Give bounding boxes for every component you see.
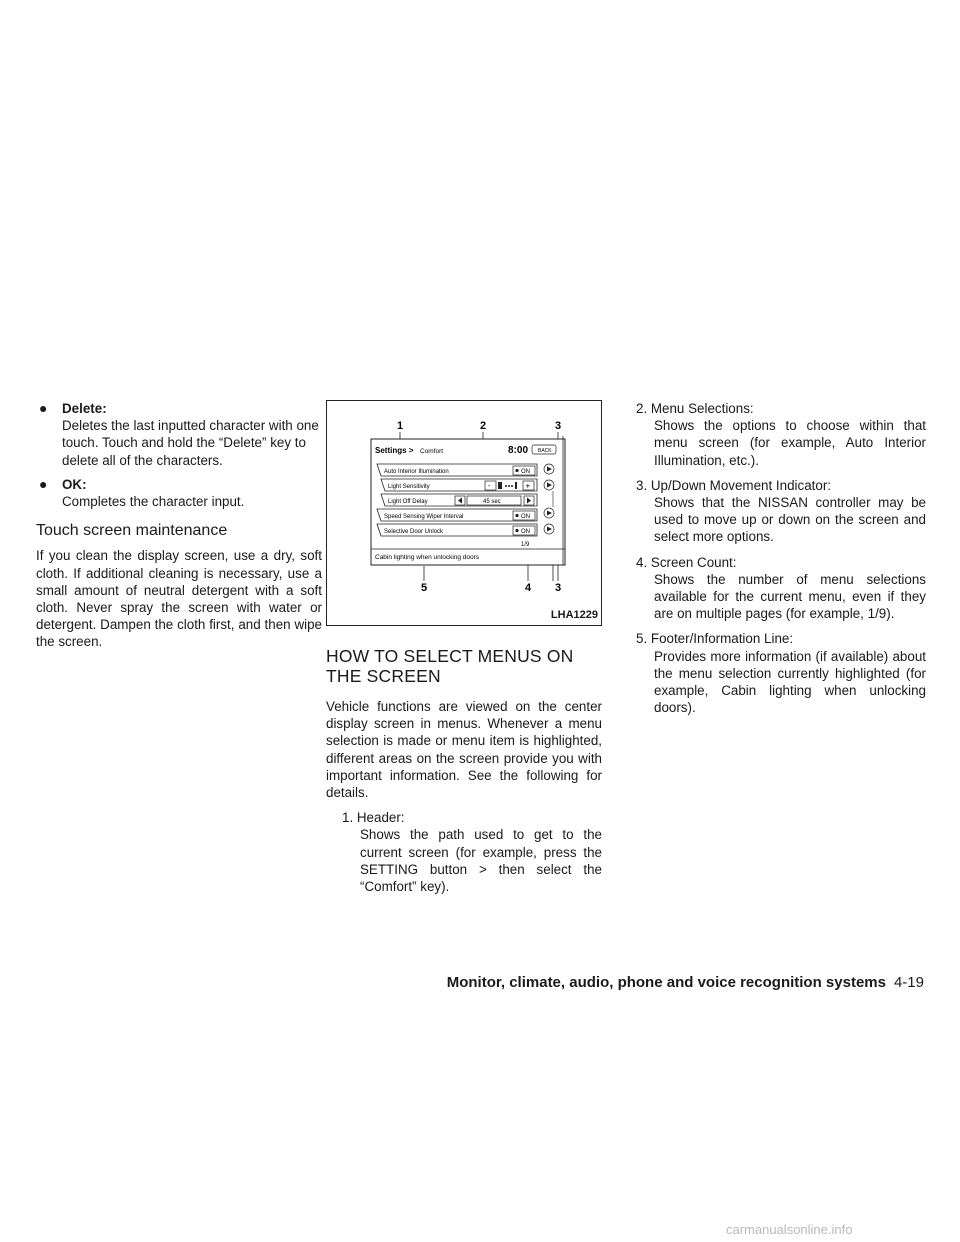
bullet-term: Delete: <box>62 401 107 416</box>
page-count: 1/9 <box>521 542 530 548</box>
menu-row-label: Speed Sensing Wiper Interval <box>384 514 464 520</box>
bullet-icon: ● <box>39 475 48 492</box>
bullet-description: Deletes the last inputted character with one touch. Touch and hold the “Delete” key to delete all of the characters. <box>62 418 319 468</box>
bullet-delete <box>36 400 322 469</box>
clock: 8:00 <box>508 445 529 456</box>
callout-number: 5 <box>421 582 428 594</box>
menu-row-label: Auto Interior Illumination <box>384 469 449 475</box>
header-subpath: Comfort <box>420 448 444 455</box>
list-item-head: 4. Screen Count: <box>636 554 737 570</box>
list-item-head: 1. Header: <box>342 810 405 826</box>
section-heading: Touch screen maintenance <box>36 522 228 540</box>
callout-number: 1 <box>397 420 404 432</box>
row-toggle-value: ON <box>521 529 530 535</box>
right-column <box>636 400 926 724</box>
intro-paragraph: Vehicle functions are viewed on the center display screen in menus. Whenever a menu selection is made or menu item is highlighted, different areas on the screen provide you with important information. See the following for details. <box>326 699 602 801</box>
list-item-head: 2. Menu Selections: <box>636 401 754 416</box>
svg-text:+: + <box>525 481 531 491</box>
middle-column <box>326 400 602 903</box>
bullet-term: OK: <box>62 476 87 492</box>
footer-title: Monitor, climate, audio, phone and voice recognition systems <box>446 974 886 991</box>
left-column <box>36 400 322 651</box>
callout-number: 3 <box>555 420 562 432</box>
list-item-head: 5. Footer/Information Line: <box>636 631 794 647</box>
watermark: carmanualsonline.info <box>726 1222 853 1237</box>
callout-number: 4 <box>525 582 532 594</box>
header-path: Settings > <box>375 446 414 455</box>
menu-row-label: Selective Door Unlock <box>384 529 444 535</box>
page-footer <box>447 974 924 991</box>
menu-row-label: Light Off Delay <box>388 499 428 505</box>
row-toggle-value: ON <box>521 469 530 475</box>
row-toggle-value: ON <box>521 514 530 520</box>
maintenance-paragraph: If you clean the display screen, use a dry, soft cloth. If additional cleaning is necessary, use a small amount of neutral detergent with a soft cloth. Never spray the screen with water or detergent. Dampen the cloth first, and then wipe the screen. <box>36 548 322 650</box>
bullet-description: Completes the character input. <box>62 494 245 510</box>
callout-number: 3 <box>555 582 562 594</box>
bullet-ok <box>36 476 322 510</box>
callout-number: 2 <box>480 420 487 432</box>
figure-id: LHA1229 <box>550 608 598 621</box>
section-heading: HOW TO SELECT MENUS ON THE SCREEN <box>326 646 574 686</box>
list-item <box>636 630 926 716</box>
screen-figure <box>326 400 602 626</box>
list-item-text: Provides more information (if available) about the menu selection currently highlighted (for example, Cabin lighting when unlocking doors). <box>654 648 926 716</box>
footer-info-line: Cabin lighting when unlocking doors <box>375 554 480 561</box>
list-item <box>636 477 926 546</box>
back-label: BACK <box>538 448 552 454</box>
row-value: 45 sec <box>483 499 501 505</box>
menu-row-label: Light Sensitivity <box>388 484 430 490</box>
page-number: 4-19 <box>893 974 924 991</box>
list-item-head: 3. Up/Down Movement Indicator: <box>636 477 831 493</box>
list-item <box>326 809 602 895</box>
list-item-text: Shows the options to choose within that menu screen (for example, Auto Interior Illumination, etc.). <box>654 418 926 468</box>
list-item-text: Shows the number of menu selections available for the current menu, even if they are on multiple pages (for example, 1/9). <box>654 571 926 622</box>
list-item-text: Shows the path used to get to the current screen (for example, press the SETTING button > then select the “Comfort” key). <box>360 827 602 895</box>
screen-illustration <box>327 401 601 625</box>
svg-text:-: - <box>488 483 491 490</box>
list-item-text: Shows that the NISSAN controller may be used to move up or down on the screen and select more options. <box>654 495 926 545</box>
bullet-icon: ● <box>39 400 48 416</box>
list-item <box>636 554 926 623</box>
list-item <box>636 400 926 469</box>
